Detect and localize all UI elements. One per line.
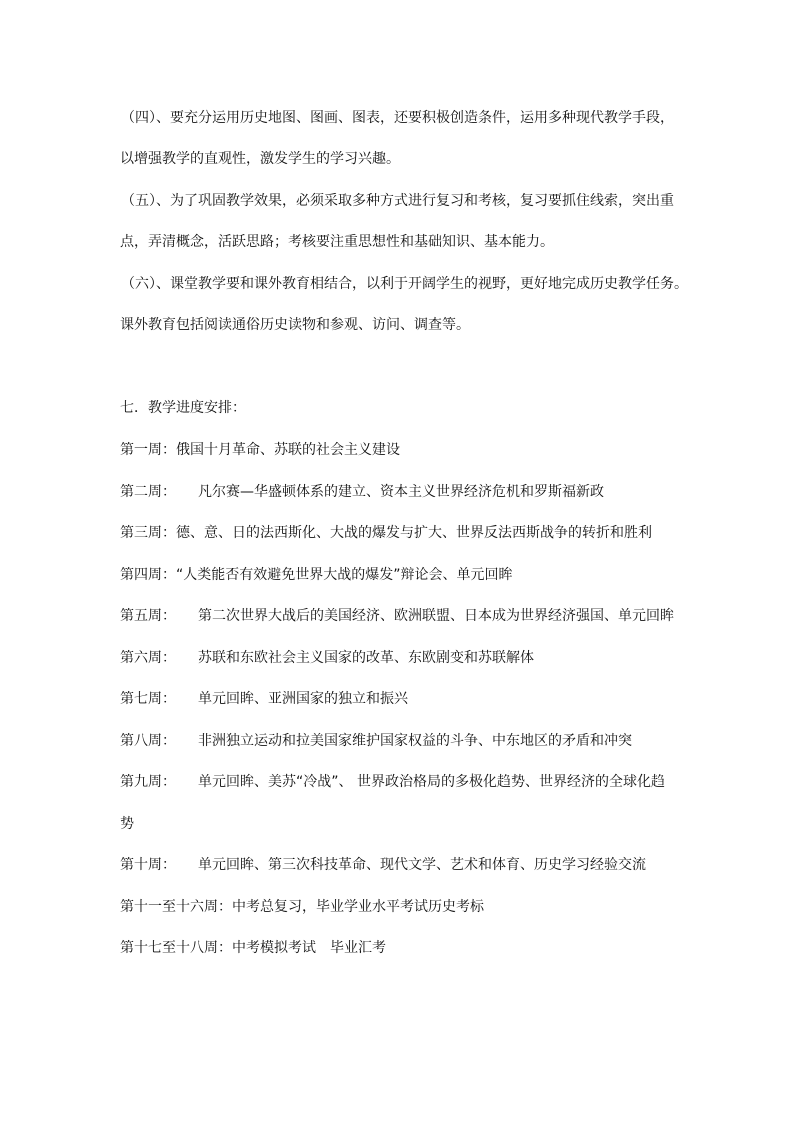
week-row <box>120 772 685 792</box>
week-label: 第八周： <box>120 733 176 749</box>
week-row <box>120 565 685 585</box>
week-row-continuation: 势 <box>120 816 134 832</box>
week-row <box>120 440 685 460</box>
week-content: 凡尔赛—华盛顿体系的建立、资本主义世界经济危机和罗斯福新政 <box>198 484 604 500</box>
paragraph-5-line-2: 点，弄清概念，活跃思路；考核要注重思想性和基础知识、基本能力。 <box>120 234 554 250</box>
week-row <box>120 938 685 958</box>
week-content: 第二次世界大战后的美国经济、欧洲联盟、日本成为世界经济强国、单元回眸 <box>198 608 674 624</box>
week-content: 苏联和东欧社会主义国家的改革、东欧剧变和苏联解体 <box>198 650 534 666</box>
paragraph-4-line-1: （四）、要充分运用历史地图、图画、图表，还要积极创造条件，运用多种现代教学手段， <box>121 110 674 126</box>
week-label: 第六周： <box>120 650 176 666</box>
week-row <box>120 731 685 751</box>
paragraph-6-line-2: 课外教育包括阅读通俗历史读物和参观、访问、调查等。 <box>120 317 470 333</box>
week-content: 单元回眸、美苏“冷战”、 世界政治格局的多极化趋势、世界经济的全球化趋 <box>198 774 665 790</box>
week-content: 单元回眸、亚洲国家的独立和振兴 <box>198 691 408 707</box>
paragraph-6-line-1: （六）、课堂教学要和课外教育相结合，以利于开阔学生的视野，更好地完成历史教学任务。 <box>121 276 688 292</box>
week-row <box>120 897 685 917</box>
week-content: “人类能否有效避免世界大战的爆发”辩论会、单元回眸 <box>176 567 513 583</box>
week-label: 第十一至十六周： <box>120 899 232 915</box>
week-label: 第四周： <box>120 567 176 583</box>
week-content: 非洲独立运动和拉美国家维护国家权益的斗争、中东地区的矛盾和冲突 <box>198 733 632 749</box>
paragraph-4-line-2: 以增强教学的直观性，激发学生的学习兴趣。 <box>120 151 400 167</box>
week-label: 第七周： <box>120 691 176 707</box>
week-label: 第一周： <box>120 442 176 458</box>
week-label: 第九周： <box>120 774 176 790</box>
week-label: 第十周： <box>120 857 176 873</box>
week-row <box>120 482 685 502</box>
week-row <box>120 523 685 543</box>
week-label: 第十七至十八周： <box>120 940 232 956</box>
week-content: 中考总复习，毕业学业水平考试历史考标 <box>232 899 484 915</box>
week-row <box>120 855 685 875</box>
week-label: 第二周： <box>120 484 176 500</box>
week-content: 单元回眸、第三次科技革命、现代文学、艺术和体育、历史学习经验交流 <box>198 857 646 873</box>
week-label: 第五周： <box>120 608 176 624</box>
week-row <box>120 648 685 668</box>
week-label: 第三周： <box>120 525 176 541</box>
week-content: 俄国十月革命、苏联的社会主义建设 <box>176 442 400 458</box>
week-row <box>120 689 685 709</box>
paragraph-5-line-1: （五）、为了巩固教学效果，必须采取多种方式进行复习和考核，复习要抓住线索，突出重 <box>121 193 674 209</box>
week-row <box>120 606 685 626</box>
schedule-heading: 七．教学进度安排： <box>120 400 246 416</box>
week-content: 中考模拟考试 毕业汇考 <box>232 940 386 956</box>
week-content: 德、意、日的法西斯化、大战的爆发与扩大、世界反法西斯战争的转折和胜利 <box>176 525 652 541</box>
